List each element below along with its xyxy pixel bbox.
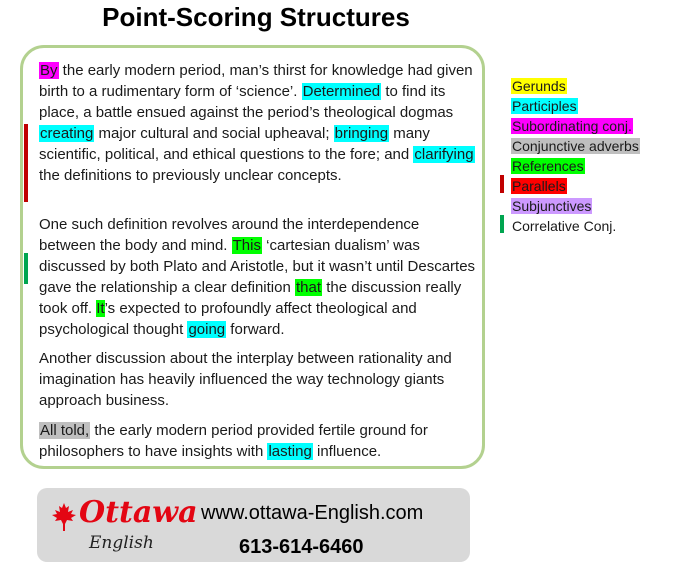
text-span: major cultural and social upheaval; bbox=[94, 125, 334, 142]
text-span: the discussion really took off. bbox=[39, 279, 462, 317]
highlight-participle: going bbox=[188, 321, 226, 338]
paragraph-4 bbox=[39, 420, 477, 462]
text-span: ’s expected to profoundly affect theological and psychological thought bbox=[39, 300, 417, 338]
paragraph-3: Another discussion about the interplay between rationality and imagination has heavily influenced the way technology giants approach business. bbox=[39, 350, 452, 409]
legend-item-parallels bbox=[511, 176, 640, 196]
text-span: ‘cartesian dualism’ was discussed by both Plato and Aristotle, but it wasn’t until Descartes gave the relationship a clear definition bbox=[39, 237, 476, 296]
paragraph-2 bbox=[39, 214, 477, 340]
footer-banner bbox=[37, 488, 470, 562]
logo-subtitle: English bbox=[89, 533, 154, 553]
legend-item-conjunctive-adverbs bbox=[511, 136, 640, 156]
text-span: the definitions to previously unclear concepts. bbox=[39, 167, 342, 184]
highlight-participle: Determined bbox=[302, 83, 381, 100]
paragraph-1 bbox=[39, 60, 477, 186]
legend-item-subordinating bbox=[511, 116, 640, 136]
text-span: the early modern period provided fertile ground for philosophers to have insights with bbox=[39, 422, 428, 460]
text-span: forward. bbox=[226, 321, 285, 338]
page-title: Point-Scoring Structures bbox=[102, 2, 410, 32]
ottawa-english-logo bbox=[51, 494, 198, 560]
legend-label: Participles bbox=[512, 98, 577, 114]
text-span: many scientific, political, and ethical questions to the fore; and bbox=[39, 125, 430, 163]
text-span: One such definition revolves around the interdependence between the body and mind. bbox=[39, 216, 420, 254]
website-link[interactable]: www.ottawa-English.com bbox=[201, 502, 424, 524]
logo-word: Ottawa bbox=[79, 495, 198, 530]
legend bbox=[511, 76, 640, 236]
maple-leaf-icon bbox=[51, 502, 77, 532]
phone-number: 613-614-6460 bbox=[239, 536, 364, 558]
legend-label: Conjunctive adverbs bbox=[512, 138, 639, 154]
highlight-reference: It bbox=[96, 300, 105, 317]
correlative-margin-bar bbox=[24, 253, 28, 284]
legend-parallels-bar bbox=[500, 175, 504, 193]
parallels-margin-bar bbox=[24, 124, 28, 202]
legend-label: Subordinating conj. bbox=[512, 118, 632, 134]
legend-label: Parallels bbox=[512, 178, 566, 194]
legend-label: Subjunctives bbox=[512, 198, 592, 214]
text-span: the early modern period, man’s thirst for knowledge had given birth to a rudimentary form of ‘science’. bbox=[39, 62, 473, 100]
legend-correlative-bar bbox=[500, 215, 504, 233]
legend-item-references bbox=[511, 156, 640, 176]
highlight-conjunctive-adverb: All told, bbox=[40, 422, 90, 439]
legend-label: References bbox=[512, 158, 584, 174]
text-span: to find its place, a battle ensued against the period’s theological dogmas bbox=[39, 83, 454, 121]
highlight-reference: This bbox=[232, 237, 261, 254]
highlight-subordinating: By bbox=[40, 62, 58, 79]
highlight-participle: creating bbox=[40, 125, 94, 142]
legend-item-subjunctives bbox=[511, 196, 640, 216]
highlight-participle: bringing bbox=[334, 125, 389, 142]
highlight-participle: clarifying bbox=[414, 146, 474, 163]
legend-item-correlative bbox=[511, 216, 640, 236]
legend-item-gerunds bbox=[511, 76, 640, 96]
text-span: influence. bbox=[312, 443, 382, 460]
legend-item-participles bbox=[511, 96, 640, 116]
highlight-participle: lasting bbox=[268, 443, 312, 460]
highlight-reference: that bbox=[296, 279, 322, 296]
legend-label: Correlative Conj. bbox=[512, 218, 617, 234]
legend-label: Gerunds bbox=[512, 78, 566, 94]
